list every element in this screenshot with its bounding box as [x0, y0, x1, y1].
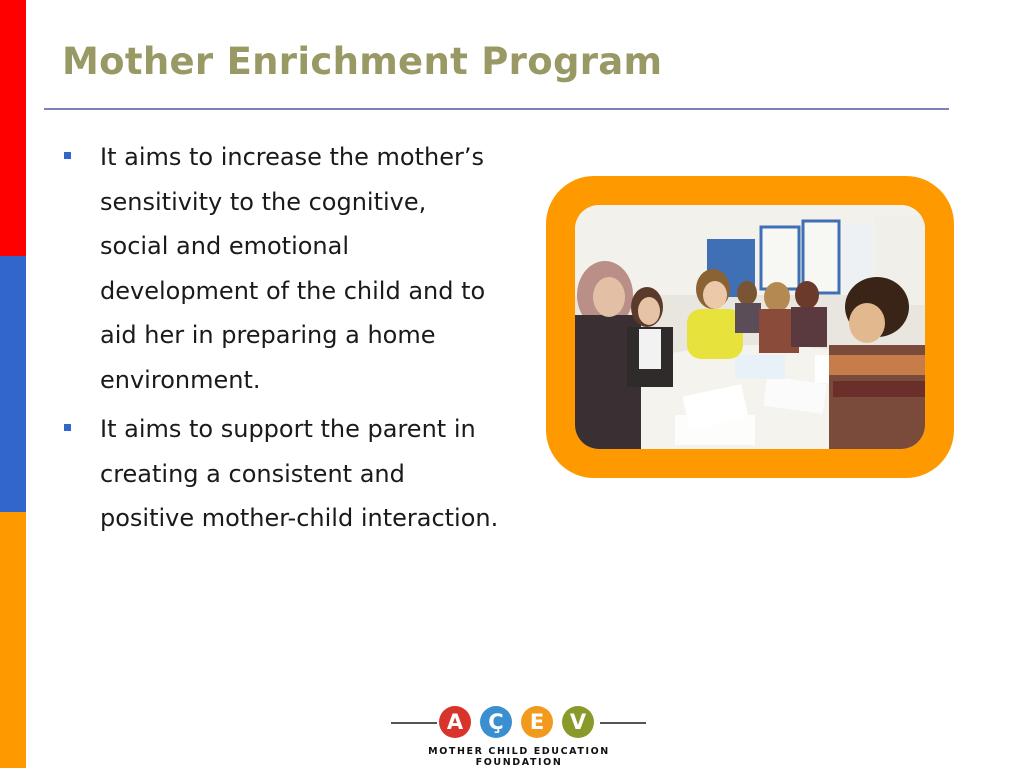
side-bar-red	[0, 0, 26, 256]
logo-letter-a: A	[439, 706, 471, 738]
bullet-item	[62, 407, 502, 541]
logo-tagline: MOTHER CHILD EDUCATION FOUNDATION	[428, 746, 610, 768]
logo-line-left	[391, 722, 437, 724]
bullet-text: It aims to support the parent in creating a consistent and positive mother-child interaction.	[100, 415, 499, 532]
logo-letter-e: E	[521, 706, 553, 738]
logo-letter-c-cedilla: Ç	[480, 706, 512, 738]
bullet-text: It aims to increase the mother’s sensitivity to the cognitive, social and emotional development of the child and to aid her in preparing a home environment.	[100, 143, 486, 394]
slide-title: Mother Enrichment Program	[62, 40, 663, 83]
side-bar-blue	[0, 256, 26, 512]
bullet-list	[62, 135, 502, 546]
square-bullet-icon	[64, 424, 71, 431]
group-photo	[575, 205, 925, 449]
logo-line-right	[600, 722, 646, 724]
acev-logo	[388, 700, 650, 768]
title-divider	[44, 108, 949, 110]
logo-letter-v: V	[562, 706, 594, 738]
side-bar-orange	[0, 512, 26, 768]
bullet-item	[62, 135, 502, 402]
square-bullet-icon	[64, 152, 71, 159]
